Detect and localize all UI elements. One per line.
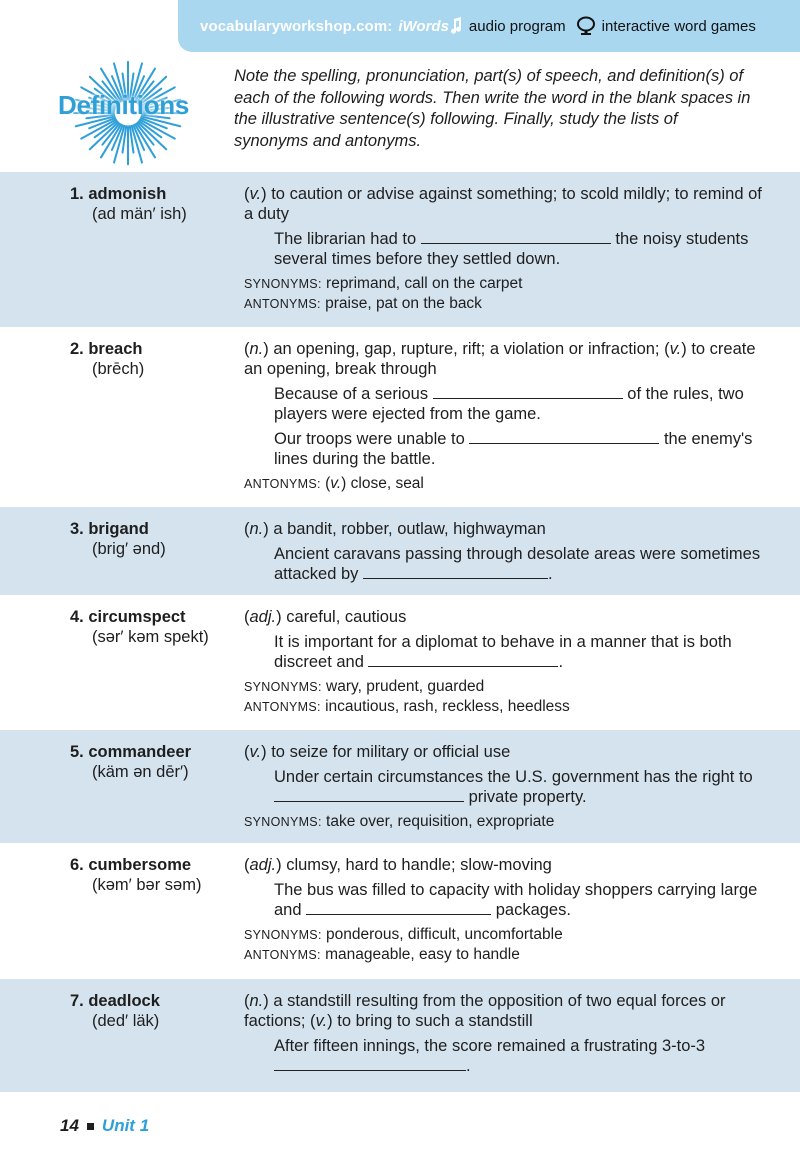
entry-sentence: Under certain circumstances the U.S. government has the right to private property. — [274, 768, 753, 806]
answer-blank[interactable] — [469, 430, 659, 444]
answer-blank[interactable] — [433, 385, 623, 399]
entry-sentence: Our troops were unable to the enemy's lines during the battle. — [274, 430, 753, 468]
page-number: 14 — [60, 1116, 79, 1135]
entry-synonyms: SYNONYMS: take over, requisition, expropriate — [244, 813, 555, 830]
unit-label: Unit 1 — [101, 1116, 150, 1135]
entry-antonyms: ANTONYMS: praise, pat on the back — [244, 295, 482, 312]
entry-word: 2. breach — [70, 340, 143, 358]
entry-antonyms: ANTONYMS: incautious, rash, reckless, heedless — [244, 698, 570, 715]
entry-definition: (v.) to seize for military or official use — [244, 743, 511, 761]
entry-sentence: It is important for a diplomat to behave in a manner that is both discreet and . — [274, 633, 732, 671]
entry-word: 6. cumbersome — [70, 856, 192, 874]
iwords-logo — [398, 17, 463, 35]
entry-deadlock — [0, 979, 800, 1092]
monitor-icon — [576, 16, 596, 36]
music-note-icon — [449, 17, 463, 35]
entry-antonyms: ANTONYMS: (v.) close, seal — [244, 475, 424, 492]
header-tab — [178, 0, 800, 52]
answer-blank[interactable] — [368, 653, 558, 667]
entry-definition: (n.) an opening, gap, rupture, rift; a violation or infraction; (v.) to create an opening, break through — [244, 340, 756, 378]
entry-sentence: The librarian had to the noisy students several times before they settled down. — [274, 230, 749, 268]
site-url[interactable]: vocabularyworkshop.com: — [200, 17, 393, 35]
word-games-label: interactive word games — [601, 17, 756, 35]
answer-blank[interactable] — [306, 901, 491, 915]
entry-pronunciation: (ded′ läk) — [92, 1012, 160, 1030]
entry-sentence: Ancient caravans passing through desolate areas were sometimes attacked by . — [274, 545, 761, 583]
section-title: Definitions — [58, 90, 190, 120]
answer-blank[interactable] — [274, 1057, 466, 1071]
entry-antonyms: ANTONYMS: manageable, easy to handle — [244, 946, 520, 963]
entry-definition: (n.) a bandit, robber, outlaw, highwayman — [244, 520, 546, 538]
entry-synonyms: SYNONYMS: reprimand, call on the carpet — [244, 275, 523, 292]
entry-word: 4. circumspect — [70, 608, 186, 626]
entry-definition: (n.) a standstill resulting from the opposition of two equal forces or factions; (v.) to bring to such a standstill — [244, 992, 726, 1030]
entry-pronunciation: (brig′ ənd) — [92, 540, 166, 558]
entry-word: 7. deadlock — [70, 992, 160, 1010]
answer-blank[interactable] — [274, 788, 464, 802]
entry-admonish — [0, 172, 800, 327]
page-footer — [60, 1116, 149, 1136]
entry-commandeer — [0, 730, 800, 843]
entry-pronunciation: (ad män′ ish) — [92, 205, 187, 223]
entry-definition: (adj.) careful, cautious — [244, 608, 407, 626]
entry-definition: (v.) to caution or advise against something; to scold mildly; to remind of a duty — [244, 185, 762, 223]
entry-pronunciation: (brēch) — [92, 360, 145, 378]
entry-cumbersome — [0, 843, 800, 979]
entry-synonyms: SYNONYMS: wary, prudent, guarded — [244, 678, 485, 695]
answer-blank[interactable] — [363, 565, 548, 579]
iwords-label: iWords — [398, 17, 449, 35]
bullet-square-icon — [87, 1123, 94, 1130]
section-intro: Note the spelling, pronunciation, part(s) of speech, and definition(s) of each of the following words. Then write the word in the blank spaces in the illustrative sentence(s) following. Finally, study the lists of synonyms and antonyms. — [234, 67, 751, 150]
audio-program-label: audio program — [468, 17, 566, 35]
entry-circumspect — [0, 595, 800, 730]
answer-blank[interactable] — [421, 230, 611, 244]
entry-brigand — [0, 507, 800, 595]
entry-breach — [0, 327, 800, 507]
entry-pronunciation: (käm ən dēr′) — [92, 763, 189, 781]
entry-pronunciation: (kəm′ bər səm) — [92, 876, 202, 894]
entry-sentence: Because of a serious of the rules, two players were ejected from the game. — [274, 385, 744, 423]
entry-word: 5. commandeer — [70, 743, 192, 761]
entry-sentence: After fifteen innings, the score remained a frustrating 3-to-3 . — [274, 1037, 706, 1075]
entry-synonyms: SYNONYMS: ponderous, difficult, uncomfortable — [244, 926, 563, 943]
entry-word: 3. brigand — [70, 520, 149, 538]
entry-sentence: The bus was filled to capacity with holiday shoppers carrying large and packages. — [274, 881, 758, 919]
entry-definition: (adj.) clumsy, hard to handle; slow-moving — [244, 856, 552, 874]
entry-word: 1. admonish — [70, 185, 167, 203]
entry-pronunciation: (sər′ kəm spekt) — [92, 628, 209, 646]
